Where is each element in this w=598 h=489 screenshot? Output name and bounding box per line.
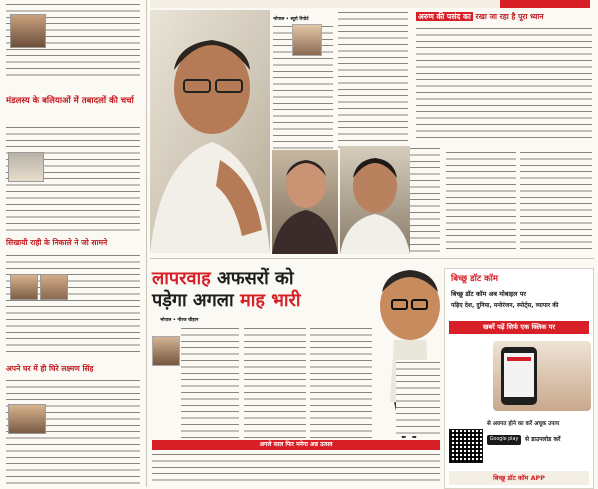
young-man-photo-2: [340, 146, 410, 254]
small-portrait-photo: [292, 24, 322, 56]
left-headline-3: अपने घर में ही घिरे लक्ष्मण सिंह: [6, 364, 94, 373]
bichhoo-ad[interactable]: [444, 268, 594, 489]
lower-story-small-photo: [152, 336, 180, 366]
ad-title: बिच्छू डॉट कॉम: [451, 274, 498, 284]
lower-footer-text: [152, 452, 440, 486]
young-man-photo-1: [272, 150, 338, 254]
right-top-headline-lead: अरुण की पसंद का: [418, 12, 471, 21]
ad-line4: से अवगत होने का करें अचूक उपाय: [487, 421, 560, 427]
left-portrait-photo-4: [8, 404, 46, 434]
lower-footer-strip: अगले साल फिर मनेगा अन्न उत्सव: [152, 440, 440, 450]
lower-story-byline: भोपाल • नीरज चौहान: [160, 318, 199, 323]
ad-line5: से डाउनलोड करें: [525, 436, 561, 443]
young-man-illustration-1: [272, 150, 338, 254]
left-portrait-photo-1: [10, 14, 46, 48]
top-section-bottom-rule: [150, 258, 594, 259]
ad-qr-code[interactable]: [449, 429, 483, 463]
ad-line3: खबरें पढ़ें सिर्फ एक क्लिक पर: [449, 321, 589, 334]
left-building-photo: [8, 152, 44, 182]
headline-line2-b: माह भारी: [239, 290, 301, 311]
main-story-col-2: [338, 10, 408, 150]
left-portrait-photo-3: [40, 274, 68, 300]
lower-story-headline: [152, 268, 367, 312]
right-mid-text-col-1: [446, 150, 516, 254]
right-top-text-block: [416, 26, 592, 140]
ad-phone-icon: [501, 347, 537, 405]
caricature-side-text: [396, 360, 440, 436]
ad-store-badge[interactable]: Google play: [487, 435, 521, 445]
main-story-byline: भोपाल • ब्यूरो रिपोर्ट: [273, 17, 309, 22]
headline-line1-rest: अफसरों को: [216, 268, 294, 289]
right-mid-text-col-2: [520, 150, 592, 254]
left-portrait-photo-2: [10, 274, 38, 300]
lower-col-2: [244, 326, 306, 438]
ad-phone-hand-image: [493, 341, 591, 411]
right-top-headline-rest: रखा जा रहा है पूरा ध्यान: [475, 12, 544, 21]
politician-illustration: [150, 10, 270, 253]
left-headline-2: सिखायी राही के निकाले ने जो सामने: [6, 238, 108, 247]
ad-footer: बिच्छू डॉट कॉम APP: [449, 471, 589, 485]
main-story-col-3: [410, 146, 440, 254]
headline-red-word: लापरवाह: [152, 268, 211, 289]
young-man-illustration-2: [340, 146, 410, 254]
left-headline-1: मंडलस्य के बलियाओं में तबादलों की चर्चा: [6, 96, 134, 106]
right-top-headline: [416, 12, 594, 22]
ad-line1: बिच्छू डॉट कॉम अब मोबाइल पर: [451, 290, 526, 298]
lower-col-1: [181, 326, 239, 438]
ad-line2: पढ़िए देश, दुनिया, मनोरंजन, स्पोर्ट्स, व्यापार की: [451, 302, 559, 309]
top-headline-red-block: [500, 0, 590, 8]
lower-col-3: [310, 326, 372, 438]
main-politician-photo: [150, 10, 270, 253]
headline-line2-a: पड़ेगा अगला: [152, 290, 234, 311]
left-column-divider: [146, 0, 147, 487]
left-text-block-3: [6, 253, 140, 357]
